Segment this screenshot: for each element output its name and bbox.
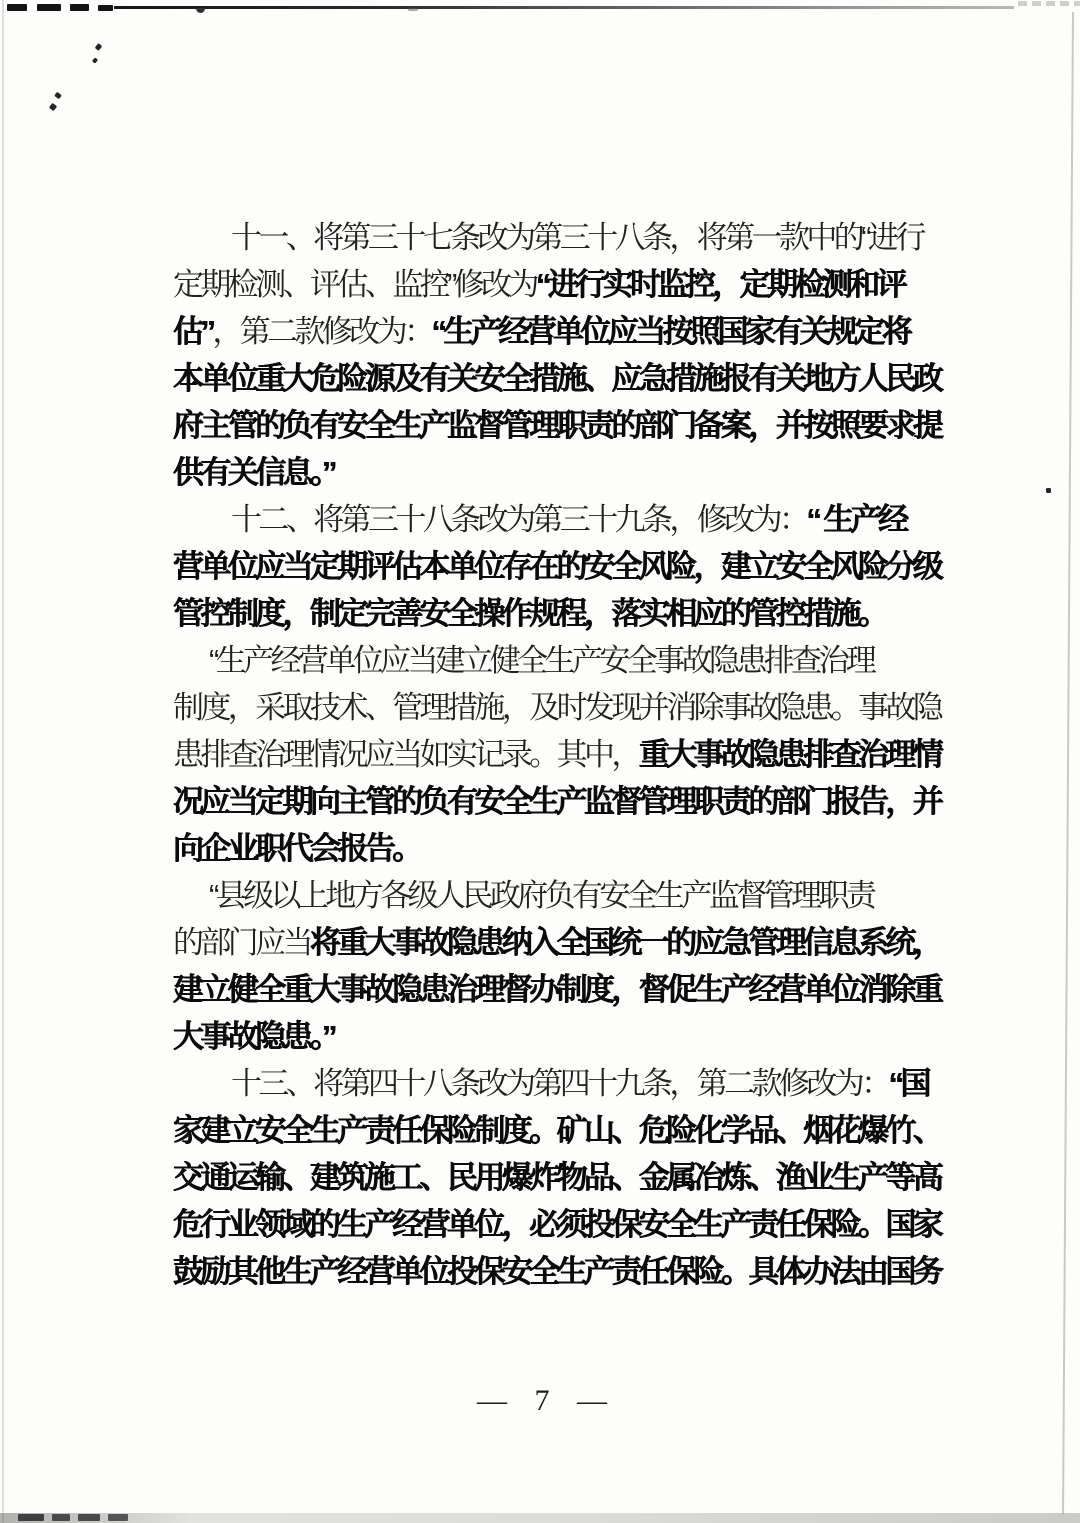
text-segment: 况应当定期向主管的负有安全生产监督管理职责的部门报告，并 <box>173 784 941 819</box>
text-segment: ，第二款修改为： <box>212 314 432 349</box>
text-line <box>173 1248 941 1295</box>
text-line <box>173 684 941 731</box>
text-line <box>173 590 918 637</box>
text-segment: 交通运输、建筑施工、民用爆炸物品、金属冶炼、渔业生产等高 <box>173 1160 941 1195</box>
text-segment: 府主管的负有安全生产监督管理职责的部门备案，并按照要求提 <box>173 408 941 443</box>
document-text <box>173 214 941 1295</box>
scan-artifact-right-edge <box>1062 12 1074 1514</box>
scan-speck <box>54 92 62 100</box>
scan-speck <box>1046 488 1051 493</box>
text-segment: 患排查治理情况应当如实记录。其中， <box>173 737 639 772</box>
scan-artifact-top-dash <box>37 4 61 11</box>
scan-artifact-bottom-edge <box>0 1513 1080 1523</box>
text-segment: 营单位应当定期评估本单位存在的安全风险，建立安全风险分级 <box>173 549 941 584</box>
text-line <box>173 261 918 308</box>
scan-artifact-top-line <box>114 6 1014 9</box>
scan-artifact-bottom-dash <box>18 1514 44 1521</box>
text-segment: “生产经营单位应当按照国家有关规定将 <box>431 314 910 349</box>
scan-speck <box>49 103 57 111</box>
text-segment: 建立健全重大事故隐患治理督办制度，督促生产经营单位消除重 <box>173 972 941 1007</box>
page-number: — 7 — <box>477 1384 609 1417</box>
text-line <box>173 449 918 496</box>
text-line <box>173 731 941 778</box>
text-line <box>173 1107 941 1154</box>
scan-artifact-top-smudge <box>408 8 418 11</box>
text-segment: 十二、将第三十八条改为第三十九条，修改为： <box>231 502 807 537</box>
scan-artifact-top-checker <box>1018 1 1027 6</box>
scan-artifact-top-dash <box>7 4 27 11</box>
text-line <box>173 308 918 355</box>
text-segment: 制度，采取技术、管理措施，及时发现并消除事故隐患。事故隐 <box>173 690 941 725</box>
scan-artifact-top-dash <box>70 4 89 11</box>
text-segment: 供有关信息。” <box>173 455 334 490</box>
text-line <box>173 1201 941 1248</box>
text-segment: 本单位重大危险源及有关安全措施、应急措施报有关地方人民政 <box>173 361 941 396</box>
text-segment: 鼓励其他生产经营单位投保安全生产责任保险。具体办法由国务 <box>173 1254 941 1289</box>
text-segment: 的部门应当 <box>173 925 310 960</box>
scan-artifact-top-checker <box>1046 1 1055 6</box>
text-line <box>173 778 941 825</box>
text-segment: 定期检测、评估、监控”修改为 <box>173 267 536 302</box>
text-segment: 十三、将第四十八条改为第四十九条，第二款修改为： <box>231 1066 889 1101</box>
scan-artifact-top-notch <box>196 8 205 13</box>
scan-artifact-top-checker <box>1032 1 1041 6</box>
text-segment: 向企业职代会报告。 <box>173 831 420 866</box>
text-line <box>173 1013 918 1060</box>
text-segment: 危行业领域的生产经营单位，必须投保安全生产责任保险。国家 <box>173 1207 941 1242</box>
text-line <box>173 919 941 966</box>
scan-speck <box>95 43 103 51</box>
text-segment: “生产经营单位应当建立健全生产安全事故隐患排查治理 <box>209 643 874 678</box>
text-line <box>173 1060 928 1107</box>
text-segment: 估” <box>173 314 213 349</box>
text-segment: “ 生产经 <box>806 502 906 537</box>
scan-artifact-top-checker <box>1060 1 1069 6</box>
text-line <box>173 214 923 261</box>
text-segment: 重大事故隐患排查治理情 <box>638 737 941 772</box>
text-segment: 将重大事故隐患纳入全国统一的应急管理信息系统， <box>310 925 941 960</box>
text-segment: “县级以上地方各级人民政府负有安全生产监督管理职责 <box>209 878 874 913</box>
text-line <box>173 872 918 919</box>
scan-artifact-bottom-dash <box>108 1514 128 1521</box>
text-segment: 十一、将第三十七条改为第三十八条，将第一款中的“进行 <box>231 220 923 255</box>
scan-artifact-top-checker <box>1074 1 1080 6</box>
text-line <box>173 543 941 590</box>
text-segment: 管控制度，制定完善安全操作规程，落实相应的管控措施。 <box>173 596 886 631</box>
scan-speck <box>92 57 98 63</box>
text-segment: “进行实时监控，定期检测和评 <box>535 267 905 302</box>
text-segment: “国 <box>888 1066 928 1101</box>
text-line <box>173 402 941 449</box>
text-line <box>173 825 918 872</box>
scan-artifact-top-dash <box>98 5 113 11</box>
scan-artifact-bottom-dash <box>78 1514 100 1521</box>
text-segment: 家建立安全生产责任保险制度。矿山、危险化学品、烟花爆竹、 <box>173 1113 941 1148</box>
text-segment: 大事故隐患。” <box>173 1019 334 1054</box>
scan-artifact-left-edge <box>2 0 4 1523</box>
text-line <box>173 637 918 684</box>
text-line <box>173 966 941 1013</box>
text-line <box>173 1154 941 1201</box>
scan-artifact-bottom-dash <box>52 1514 70 1521</box>
text-line <box>173 496 918 543</box>
text-line <box>173 355 941 402</box>
